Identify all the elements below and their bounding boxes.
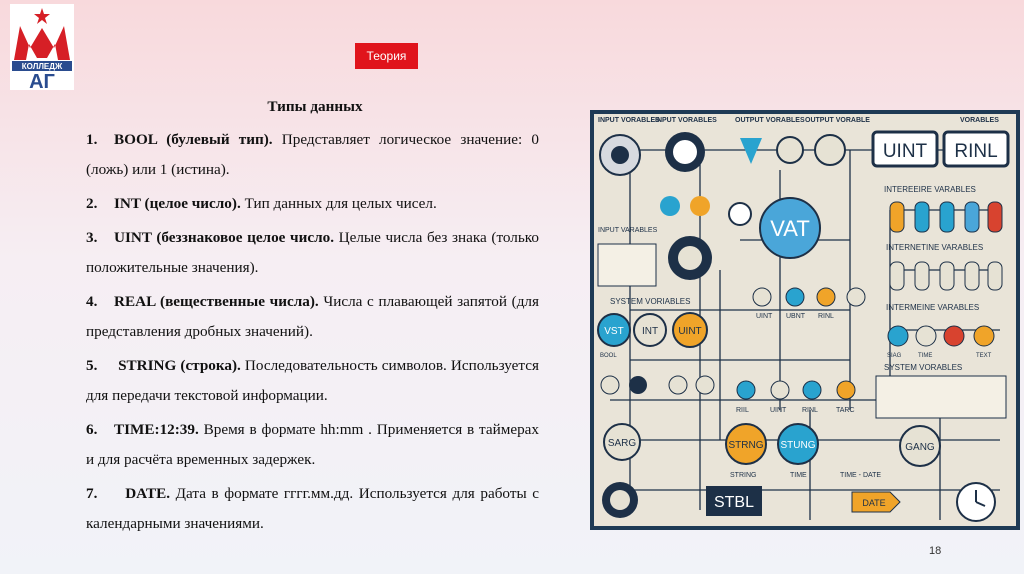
item-number: 3. bbox=[86, 229, 98, 246]
cylinder-icon bbox=[940, 262, 954, 290]
node-icon bbox=[629, 376, 647, 394]
document-body bbox=[86, 97, 539, 543]
rinl2-label: RINL bbox=[802, 407, 818, 414]
tarc-label: TARC bbox=[836, 407, 855, 414]
dial-icon bbox=[673, 140, 697, 164]
keypad-icon bbox=[598, 244, 656, 286]
item-description: Числа с плавающей запятой (для представления дробных значений). bbox=[86, 293, 539, 340]
sarg-label: SARG bbox=[607, 438, 637, 449]
item-description: Тип данных для целых чисел. bbox=[240, 195, 437, 212]
strng-label: STRNG bbox=[728, 440, 764, 451]
list-item bbox=[86, 223, 539, 283]
cylinder-icon bbox=[965, 202, 979, 232]
node-icon bbox=[803, 381, 821, 399]
label-output-vars-2: OUTPUT VORABLE bbox=[805, 117, 870, 124]
cylinder-icon bbox=[940, 202, 954, 232]
list-item bbox=[86, 189, 539, 219]
node-icon bbox=[786, 288, 804, 306]
time-date-caption: TIME - DATE bbox=[840, 472, 882, 479]
dial-icon bbox=[611, 146, 629, 164]
node-icon bbox=[847, 288, 865, 306]
dial-icon bbox=[777, 137, 803, 163]
stung-label: STUNG bbox=[780, 440, 816, 451]
rinl-label: RINL bbox=[818, 313, 834, 320]
lightbulb-icon bbox=[729, 203, 751, 225]
gear-icon bbox=[610, 490, 630, 510]
gang-label: GANG bbox=[905, 442, 935, 453]
control-panel-icon bbox=[876, 376, 1006, 418]
bool-label: BOOL bbox=[600, 353, 617, 359]
list-item bbox=[86, 287, 539, 347]
label-vorables: VORABLES bbox=[960, 117, 999, 124]
label-system-vars-2: SYSTEM VORABLES bbox=[884, 363, 963, 372]
theory-badge: Теория bbox=[355, 43, 418, 69]
logo-letters: АГ bbox=[29, 71, 55, 90]
node-icon bbox=[696, 376, 714, 394]
uint-small-label: UINT bbox=[756, 313, 773, 320]
item-description: Последовательность символов. Используется для передачи текстовой информации. bbox=[86, 357, 539, 404]
section-heading: Типы данных bbox=[267, 98, 363, 115]
node-icon bbox=[771, 381, 789, 399]
label-input-vars: INPUT VORABLES bbox=[598, 117, 660, 124]
node-icon bbox=[817, 288, 835, 306]
node-icon bbox=[974, 326, 994, 346]
list-item bbox=[86, 479, 539, 539]
node-icon bbox=[888, 326, 908, 346]
label-internetine: INTERNETINE VARABLES bbox=[886, 243, 984, 252]
string-caption: STRING bbox=[730, 472, 757, 479]
node-icon bbox=[737, 381, 755, 399]
gear-icon bbox=[690, 196, 710, 216]
item-description: Целые числа без знака (только положительные значения). bbox=[86, 229, 539, 276]
node-icon bbox=[669, 376, 687, 394]
gear-icon bbox=[660, 196, 680, 216]
item-term: TIME:12:39. bbox=[114, 421, 199, 438]
item-description: Представляет логическое значение: 0 (ложь) или 1 (истина). bbox=[86, 131, 539, 178]
dial-icon bbox=[678, 246, 702, 270]
cylinder-icon bbox=[915, 262, 929, 290]
cylinder-icon bbox=[890, 262, 904, 290]
cylinder-icon bbox=[915, 202, 929, 232]
vst-label: VST bbox=[604, 326, 624, 337]
label-input-vars-2: INPUT VORABLES bbox=[655, 117, 717, 124]
item-term: REAL (вещественные числа). bbox=[114, 293, 319, 310]
node-icon bbox=[837, 381, 855, 399]
uint-box-label: UINT bbox=[882, 141, 928, 162]
time-small-label: TIME bbox=[918, 353, 933, 359]
item-term: DATE. bbox=[114, 485, 171, 502]
label-intermediate: INTEREEIRE VARABLES bbox=[884, 185, 976, 194]
item-number: 7. bbox=[86, 485, 98, 502]
node-icon bbox=[944, 326, 964, 346]
gauge-icon bbox=[815, 135, 845, 165]
siag-label: SIAG bbox=[887, 353, 902, 359]
node-icon bbox=[753, 288, 771, 306]
date-label: DATE bbox=[862, 498, 886, 508]
cylinder-icon bbox=[988, 202, 1002, 232]
uint2-label: UINT bbox=[770, 407, 787, 414]
label-input-vars-3: INPUT VARABLES bbox=[598, 227, 658, 234]
int-label: INT bbox=[641, 326, 659, 337]
uint-circle-label: UINT bbox=[678, 326, 702, 337]
rinl-box-label: RINL bbox=[954, 141, 998, 162]
item-description: Время в формате hh:mm . Применяется в таймерах и для расчёта временных задержек. bbox=[86, 421, 539, 468]
label-system-vars: SYSTEM VORIABLES bbox=[610, 297, 691, 306]
item-number: 1. bbox=[86, 131, 98, 148]
item-term: UINT (беззнаковое целое число. bbox=[114, 229, 335, 246]
node-icon bbox=[916, 326, 936, 346]
stbl-label: STBL bbox=[713, 494, 755, 511]
item-term: INT (целое число). bbox=[114, 195, 241, 212]
list-item bbox=[86, 125, 539, 185]
list-item bbox=[86, 415, 539, 475]
list-item bbox=[86, 351, 539, 411]
label-output-vars: OUTPUT VORABLES bbox=[735, 117, 805, 124]
item-number: 5. bbox=[86, 357, 98, 374]
item-number: 4. bbox=[86, 293, 98, 310]
data-types-illustration bbox=[590, 110, 1020, 530]
item-term: STRING (строка). bbox=[114, 357, 241, 374]
node-icon bbox=[601, 376, 619, 394]
item-number: 6. bbox=[86, 421, 98, 438]
item-number: 2. bbox=[86, 195, 98, 212]
logo-text: КОЛЛЕДЖ bbox=[21, 62, 63, 71]
vat-label: VAT bbox=[770, 216, 810, 241]
cylinder-icon bbox=[890, 202, 904, 232]
cylinder-icon bbox=[965, 262, 979, 290]
label-intermeine: INTERMEINE VARABLES bbox=[886, 303, 980, 312]
riil-label: RIIL bbox=[736, 407, 749, 414]
text-small-label: TEXT bbox=[976, 353, 992, 359]
time-caption: TIME bbox=[790, 472, 807, 479]
item-term: BOOL (булевый тип). bbox=[114, 131, 273, 148]
item-description: Дата в формате гггг.мм.дд. Используется для работы с календарными значениями. bbox=[86, 485, 539, 532]
college-logo bbox=[10, 4, 74, 90]
ubnt-label: UBNT bbox=[786, 313, 806, 320]
page-number: 18 bbox=[929, 545, 942, 557]
cylinder-icon bbox=[988, 262, 1002, 290]
